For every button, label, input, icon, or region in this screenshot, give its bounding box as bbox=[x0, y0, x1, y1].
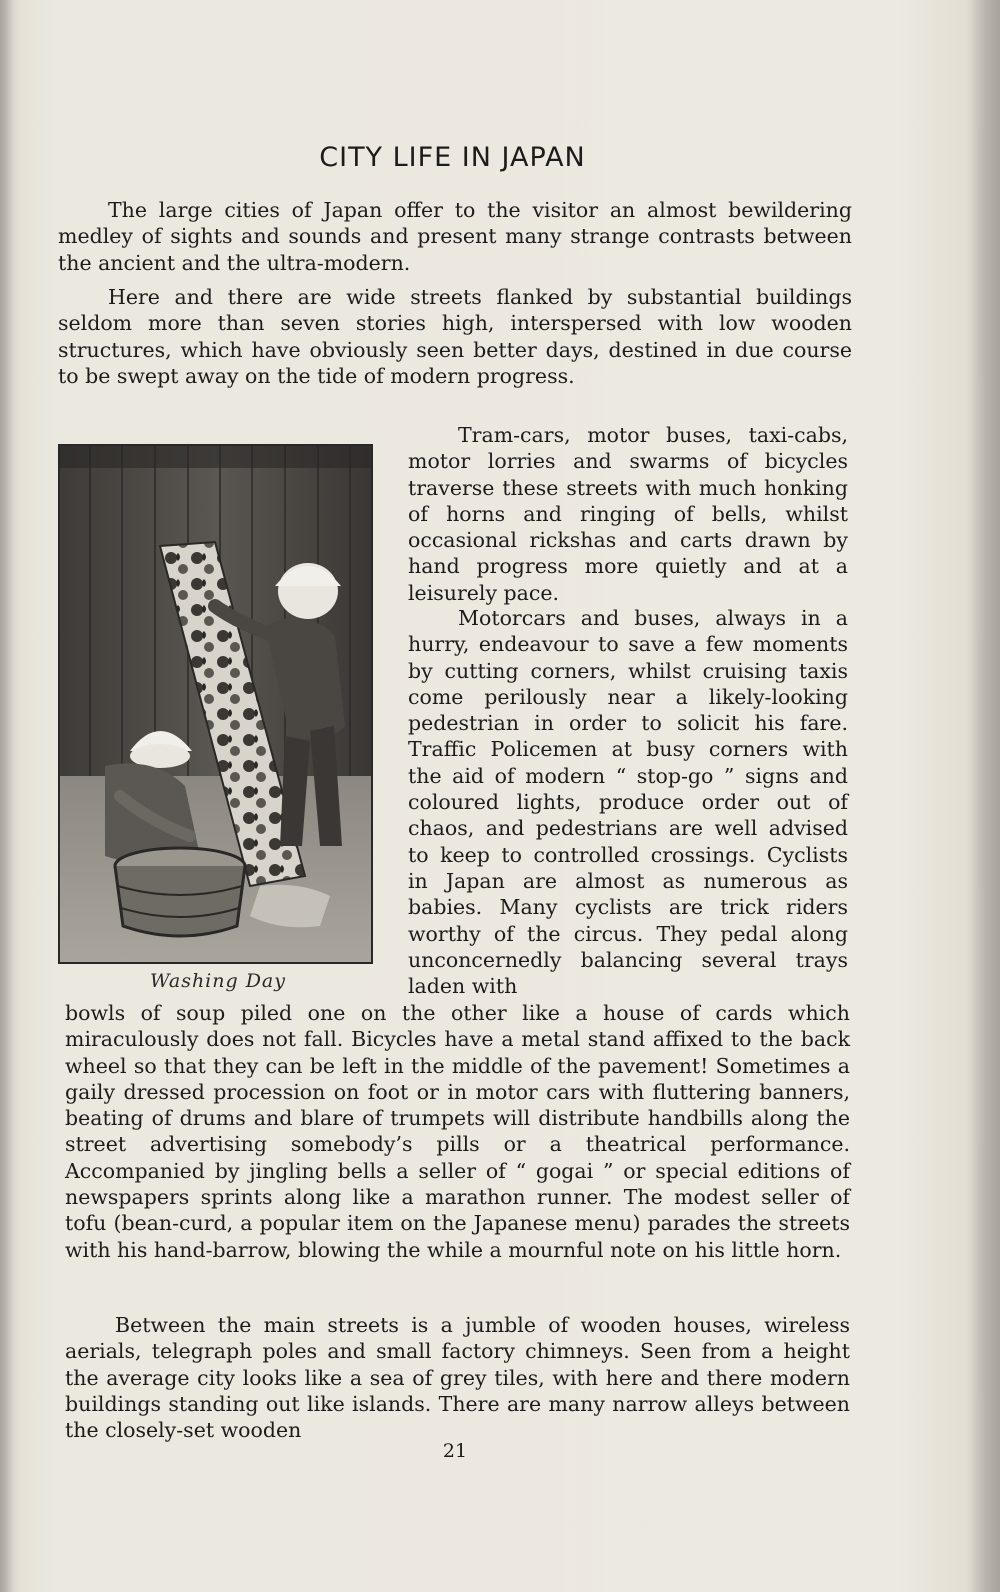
photo-caption: Washing Day bbox=[149, 970, 286, 992]
page-title: CITY LIFE IN JAPAN bbox=[319, 142, 586, 173]
paragraph-4: Motorcars and buses, always in a hurry, endeavour to save a few moments by cutting corners, whilst cruising taxis come perilously near a likely-looking pedestrian in order to solicit his fare. Traffic Policemen at busy corners with the aid of modern “ stop-go ” signs and coloured lights, produce order out of chaos, and pedestrians are well advised to keep to controlled crossings. Cyclists in Japan are almost as numerous as babies. Many cyclists are trick riders worthy of the circus. They pedal along unconcernedly balancing several trays laden with bbox=[408, 606, 848, 999]
photograph bbox=[58, 444, 373, 964]
page-number: 21 bbox=[442, 1440, 468, 1462]
photo-washing-day-illustration bbox=[60, 446, 371, 962]
page-edge-shadow bbox=[970, 0, 1000, 1592]
paragraph-2: Here and there are wide streets flanked by substantial buildings seldom more than seven stories high, interspersed with low wooden structures, which have obviously seen better days, destined in due course to be swept away on the tide of modern progress. bbox=[58, 285, 852, 388]
paragraph-1: The large cities of Japan offer to the visitor an almost bewildering medley of sights and sounds and present many strange contrasts between the ancient and the ultra-modern. bbox=[58, 198, 852, 275]
paragraph-3: Tram-cars, motor buses, taxi-cabs, motor lorries and swarms of bicycles traverse these streets with much honking of horns and ringing of bells, whilst occasional rickshas and carts drawn by hand progress more quietly and at a leisurely pace. bbox=[408, 423, 848, 605]
binding-shadow bbox=[0, 0, 14, 1592]
paragraph-6: Between the main streets is a jumble of wooden houses, wireless aerials, telegraph poles and small factory chimneys. Seen from a height the average city looks like a sea of grey tiles, with here and there modern buildings standing out like islands. There are many narrow alleys between the closely-set wooden bbox=[65, 1313, 850, 1443]
paragraph-5: bowls of soup piled one on the other like a house of cards which miraculously does not fall. Bicycles have a metal stand affixed to the back wheel so that they can be left in the middle of the pavement! Sometimes a gaily dressed procession on foot or in motor cars with fluttering banners, beating of drums and blare of trumpets will distribute handbills along the street advertising somebody’s pills or a theatrical performance. Accompanied by jingling bells a seller of “ gogai ” or special editions of newspapers sprints along like a marathon runner. The modest seller of tofu (bean-curd, a popular item on the Japanese menu) parades the streets with his hand-barrow, blowing the while a mournful note on his little horn. bbox=[65, 1001, 850, 1262]
